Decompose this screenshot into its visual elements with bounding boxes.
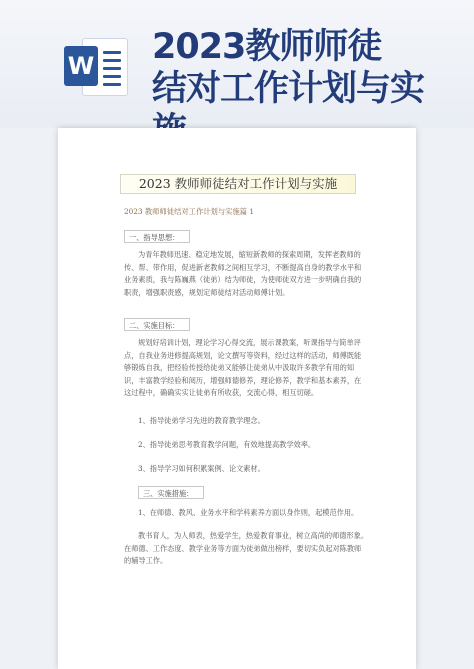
word-icon-letter: W [64, 46, 98, 86]
document-page [58, 128, 416, 669]
section-heading-2: 二、实施目标： [124, 318, 190, 331]
section-2-item-2: 2、指导徒弟思考教育教学问题，有效地提高教学效率。 [138, 440, 316, 449]
section-2-item-1: 1、指导徒弟学习先进的教育教学理念。 [138, 416, 265, 425]
document-subtitle: 2023 教师师徒结对工作计划与实施篇 1 [124, 207, 255, 216]
section-2-paragraph: 规划好培训计划，理论学习心得交流，展示课教案，听课指导与简单评点，自我业务进修提高规划，论文撰写等资料，经过这样的活动，师傅既能够锻炼自我，把经验传授给徒弟又能够让徒弟从中汲取许多教学有用的知识，丰富教学经验和阅历，增强师德修养，理论修养，教学和基本素养，在这过程中，确确实实让徒弟有所收获，交流心得，相互切磋。 [124, 338, 362, 398]
document-title-box [120, 174, 356, 194]
page-title-line-1: 2023教师师徒 [152, 27, 382, 67]
section-2-item-3: 3、指导学习如何积累案例、论文素材。 [138, 464, 265, 473]
section-heading-3: 三、实施措施： [138, 486, 204, 499]
page-title-line-2: 结对工作计划与实 [152, 69, 425, 109]
section-3-paragraph: 教书育人，为人师表，热爱学生，热爱教育事业，树立高尚的师德形象。在师德、工作态度、教学业务等方面为徒弟做出榜样，要切实负起对陈教师的辅导工作。 [124, 531, 369, 566]
section-heading-1: 一、指导思想： [124, 230, 190, 243]
word-icon [64, 34, 128, 98]
section-3-item-1: 1、在师德、教风、业务水平和学科素养方面以身作则，起模范作用。 [138, 508, 359, 517]
section-1-paragraph: 为青年教师迅速、稳定地发展，缩短新教师的探索周期，发挥老教师的传、帮、带作用，促进新老教师之间相互学习，不断提高自身的教学水平和业务素质，我与陈巍燕（徒弟）结为师徒，为使师徒双方进一步明确自我的职责，增强职责感，规划定师徒结对活动师傅计划。 [124, 250, 362, 297]
document-title: 2023 教师师徒结对工作计划与实施 [138, 176, 338, 191]
